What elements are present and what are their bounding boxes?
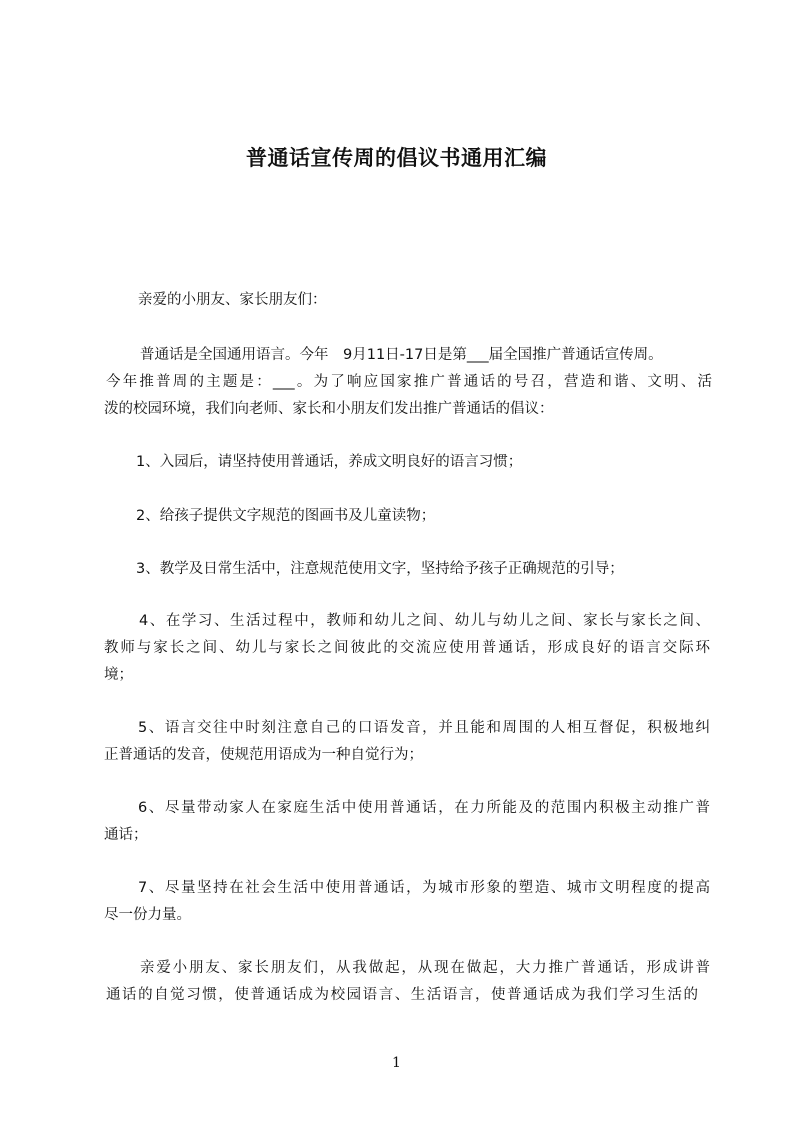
greeting: 亲爱的小朋友、家长朋友们：: [138, 292, 327, 308]
item-5-line-2: 正普通话的发音，使规范用语成为一种自觉行为；: [104, 747, 423, 763]
item-7-line-1: 7、尽量坚持在社会生活中使用普通话，为城市形象的塑造、城市文明程度的提高: [138, 880, 710, 896]
closing-line-2: 通话的自觉习惯，使普通话成为校园语言、生活语言，使普通话成为我们学习生活的: [106, 987, 698, 1003]
item-6-line-1: 6、尽量带动家人在家庭生活中使用普通话，在力所能及的范围内积极主动推广普: [138, 800, 710, 816]
item-3-line-1: 3、教学及日常生活中，注意规范使用文字，坚持给予孩子正确规范的引导；: [136, 561, 624, 577]
item-4-line-1: 4、在学习、生活过程中，教师和幼儿之间、幼儿与幼儿之间、家长与家长之间、: [139, 613, 710, 629]
item-6-line-2: 通话；: [104, 827, 148, 843]
item-4-line-3: 境；: [104, 667, 133, 683]
closing-line-1: 亲爱小朋友、家长朋友们，从我做起，从现在做起，大力推广普通话，形成讲普: [140, 960, 710, 976]
intro-line-2: 今年推普周的主题是：___。为了响应国家推广普通话的号召，营造和谐、文明、活: [106, 374, 712, 390]
intro-line-3: 泼的校园环境，我们向老师、家长和小朋友们发出推广普通话的倡议：: [104, 401, 554, 417]
page-number: 1: [392, 1055, 401, 1071]
item-5-line-1: 5、语言交往中时刻注意自己的口语发音，并且能和周围的人相互督促，积极地纠: [138, 720, 710, 736]
item-4-line-2: 教师与家长之间、幼儿与家长之间彼此的交流应使用普通话，形成良好的语言交际环: [104, 640, 710, 656]
intro-line-1: 普通话是全国通用语言。今年 9月11日-17日是第___届全国推广普通话宣传周。: [140, 347, 663, 363]
item-2-line-1: 2、给孩子提供文字规范的图画书及儿童读物；: [136, 508, 436, 524]
document-title: 普通话宣传周的倡议书通用汇编: [246, 146, 547, 170]
item-1-line-1: 1、入园后，请坚持使用普通话，养成文明良好的语言习惯；: [136, 454, 523, 470]
item-7-line-2: 尽一份力量。: [104, 907, 191, 923]
